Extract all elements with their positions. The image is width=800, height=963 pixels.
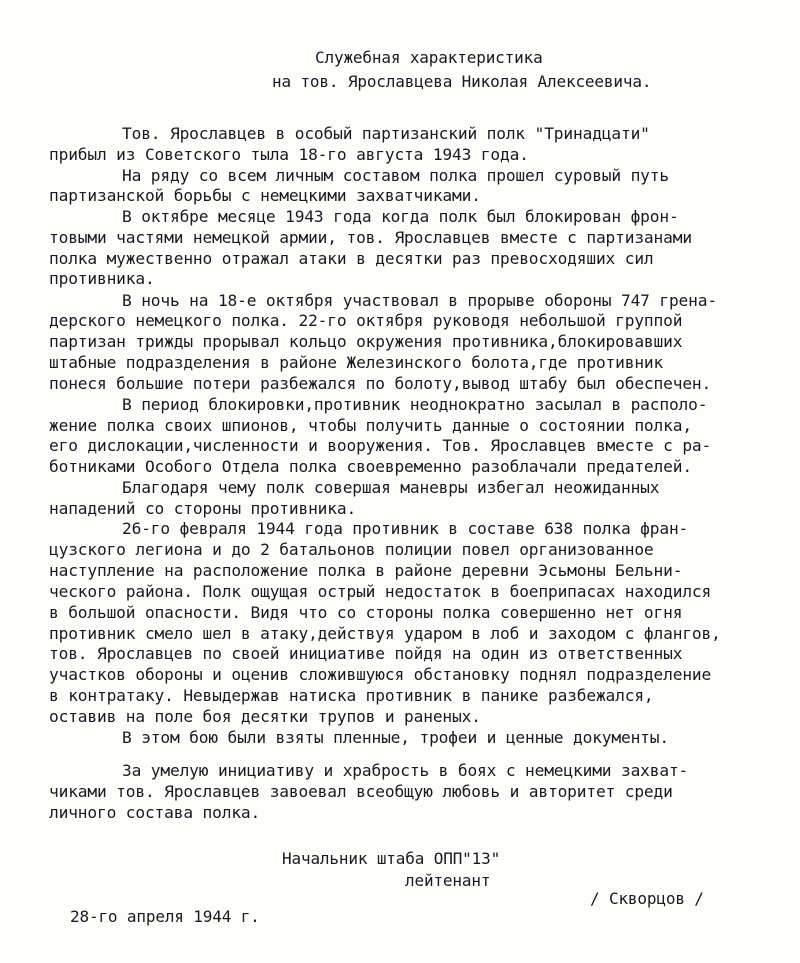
body-line: На ряду со всем личным составом полка прошел суровый путь — [122, 166, 669, 185]
signature-rank: лейтенант — [405, 871, 491, 890]
body-line: противник смело шел в атаку,действуя ударом в лоб и заходом с флангов, — [49, 624, 721, 643]
body-line: полка мужественно отражал атаки в десятки раз превосходяших сил — [49, 249, 654, 268]
signature-position: Начальник штаба ОПП"13" — [282, 849, 501, 868]
body-line: товыми частями немецкой армии, тов. Ярославцев вместе с партизанами — [49, 228, 692, 247]
body-line: чиками тов. Ярославцев завоевал всеобщую любовь и авторитет среди — [49, 782, 673, 801]
body-line: оставив на поле боя десятки трупов и раненых. — [49, 707, 481, 726]
body-line: личного состава полка. — [49, 803, 261, 822]
body-line: цузского легиона и до 2 батальонов полиции повел организованное — [49, 540, 654, 559]
body-line: в контратаку. Невыдержав натиска противник в панике разбежался, — [49, 686, 654, 705]
signature-name: / Скворцов / — [590, 889, 704, 908]
body-line: ботниками Особого Отдела полка своевременно разоблачали предателей. — [49, 457, 692, 476]
body-line: Благодаря чему полк совершая маневры избегал неожиданных — [122, 478, 660, 497]
body-line: В этом бою были взяты пленные, трофеи и ценные документы. — [122, 728, 669, 747]
body-line: тов. Ярославцев по своей инициативе пойдя на один из ответственных — [49, 644, 683, 663]
body-line: дерского немецкого полка. 22-го октября руководя небольшой группой — [49, 311, 683, 330]
body-line: В октябре месяце 1943 года когда полк был блокирован фрон- — [122, 207, 679, 226]
document-subtitle: на тов. Ярославцева Николая Алексеевича. — [272, 72, 652, 91]
body-line: штабные подразделения в районе Железинского болота,где противник — [49, 353, 664, 372]
body-line: Тов. Ярославцев в особый партизанский полк "Тринадцати" — [122, 124, 650, 143]
body-line: 26-го февраля 1944 года противник в составе 638 полка фран- — [122, 519, 689, 538]
body-line: партизанской борьбы с немецкими захватчиками. — [49, 186, 481, 205]
body-line: прибыл из Советского тыла 18-го августа 1943 года. — [49, 145, 529, 164]
body-line: наступление на расположение полка в районе деревни Эсьмоны Бельни- — [49, 561, 683, 580]
body-line: ческого района. Полк ощущая острый недостаток в боеприпасах находился — [49, 582, 712, 601]
body-line: В ночь на 18-е октября участвовал в прорыве обороны 747 грена- — [122, 291, 717, 310]
body-line: нападений со стороны противника. — [49, 499, 357, 518]
document-title: Служебная характеристика — [315, 48, 543, 67]
body-line: его дислокации,численности и вооружения. Тов. Ярославцев вместе с ра- — [49, 436, 712, 455]
body-line: партизан трижды прорывал кольцо окружения противника,блокировавших — [49, 332, 683, 351]
body-line: противника. — [49, 269, 155, 288]
body-line: понеся большие потери разбежался по болоту,вывод штабу был обеспечен. — [49, 374, 712, 393]
body-line: В период блокировки,противник неоднократно засылал в располо- — [122, 395, 708, 414]
document-date: 28-го апреля 1944 г. — [70, 907, 260, 926]
body-line: участков обороны и оценив сложившуюся обстановку поднял подразделение — [49, 665, 712, 684]
body-line: жение полка своих шпионов, чтобы получить данные о состоянии полка, — [49, 416, 692, 435]
body-line: За умелую инициативу и храбрость в боях с немецкими захват- — [122, 761, 689, 780]
body-line: в большой опасности. Видя что со стороны полка совершенно нет огня — [49, 603, 683, 622]
